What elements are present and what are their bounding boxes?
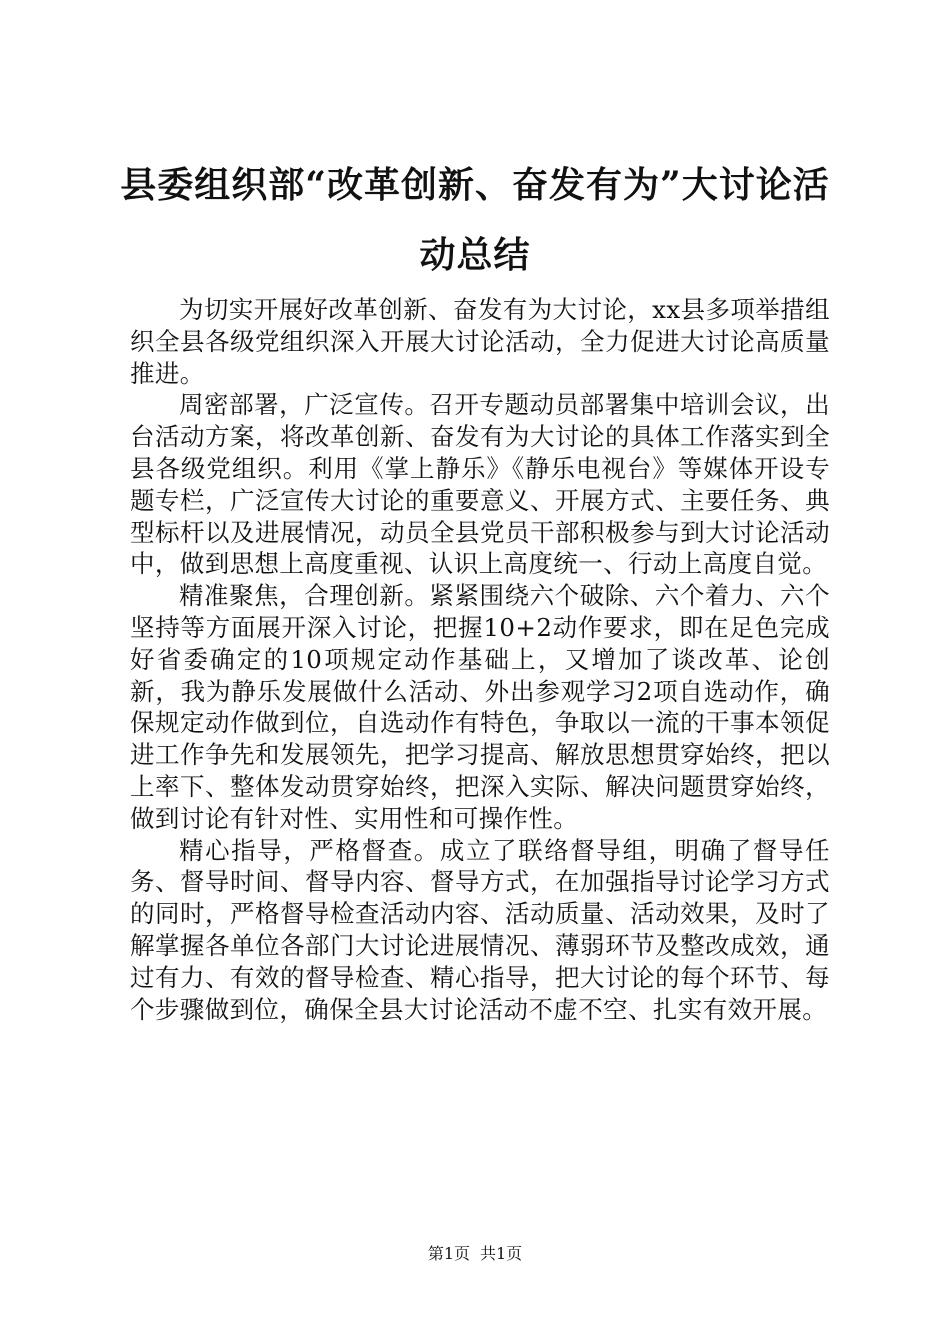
paragraph-deployment: 周密部署，广泛宣传。召开专题动员部署集中培训会议，出台活动方案，将改革创新、奋发有为大讨论的具体工作落实到全县各级党组织。利用《掌上静乐》《静乐电视台》等媒体开设专题专栏，广泛宣传大讨论的重要意义、开展方式、主要任务、典型标杆以及进展情况，动员全县党员干部积极参与到大讨论活动中，做到思想上高度重视、认识上高度统一、行动上高度自觉。: [130, 390, 830, 579]
paragraph-intro: 为切实开展好改革创新、奋发有为大讨论，xx县多项举措组织全县各级党组织深入开展大讨论活动，全力促进大讨论高质量推进。: [130, 295, 830, 388]
page-number-current: 第1页: [427, 1244, 470, 1263]
document-title: 县委组织部“改革创新、奋发有为”大讨论活动总结: [120, 164, 830, 276]
page-footer: [0, 1243, 950, 1265]
document-body: [130, 294, 830, 1025]
paragraph-supervision: 精心指导，严格督查。成立了联络督导组，明确了督导任务、督导时间、督导内容、督导方式，在加强指导讨论学习方式的同时，严格督导检查活动内容、活动质量、活动效果，及时了解掌握各单位各部门大讨论进展情况、薄弱环节及整改成效，通过有力、有效的督导检查、精心指导，把大讨论的每个环节、每个步骤做到位，确保全县大讨论活动不虚不空、扎实有效开展。: [130, 835, 830, 1024]
paragraph-focus: 精准聚焦，合理创新。紧紧围绕六个破除、六个着力、六个坚持等方面展开深入讨论，把握10+2动作要求，即在足色完成好省委确定的10项规定动作基础上，又增加了谈改革、论创新，我为静乐发展做什么活动、外出参观学习2项自选动作，确保规定动作做到位，自选动作有特色，争取以一流的干事本领促进工作争先和发展领先，把学习提高、解放思想贯穿始终，把以上率下、整体发动贯穿始终，把深入实际、解决问题贯穿始终，做到讨论有针对性、实用性和可操作性。: [130, 581, 830, 833]
page-number-total: 共1页: [480, 1244, 523, 1263]
